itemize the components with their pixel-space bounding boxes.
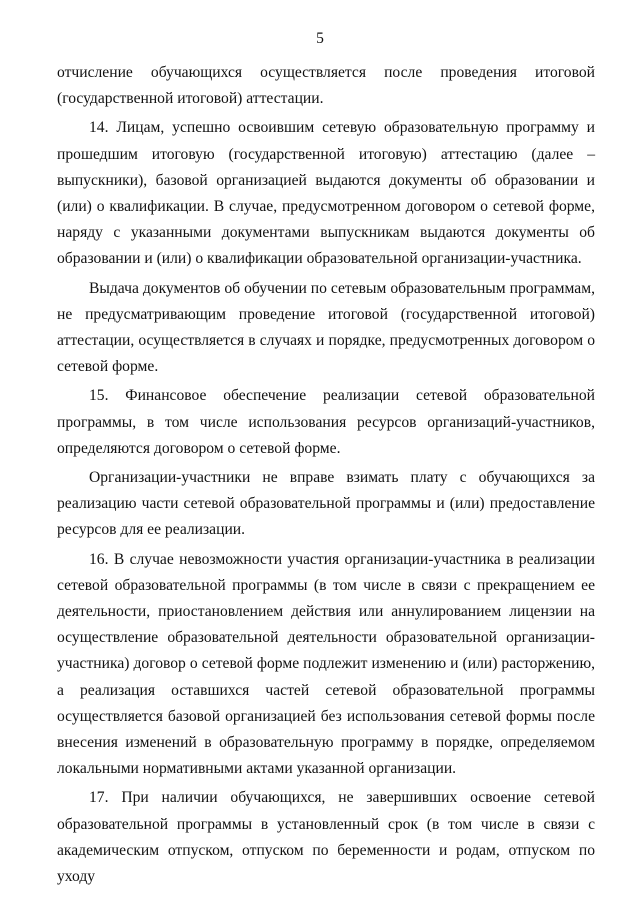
paragraph-item-16: 16. В случае невозможности участия организации-участника в реализации сетевой образовательной программы (в том числе в связи с прекращением ее деятельности, приостановлением действия или аннулированием лицензии на осуществление образовательной деятельности образовательной организации-участника) договор о сетевой форме подлежит изменению и (или) расторжению, а реализация оставшихся частей сетевой образовательной программы осуществляется базовой организацией без использования сетевой формы после внесения изменений в образовательную программу в порядке, определяемом локальными нормативными актами указанной организации. [57,550,595,778]
paragraph-item-15-fees: Организации-участники не вправе взимать плату с обучающихся за реализацию части сетевой образовательной программы и (или) предоставление ресурсов для ее реализации. [57,469,595,539]
paragraph-item-14-documents: Выдача документов об обучении по сетевым образовательным программам, не предусматривающим проведение итоговой (государственной итоговой) аттестации, осуществляется в случаях и порядке, предусмотренных договором о сетевой форме. [57,279,595,376]
paragraph-item-17: 17. При наличии обучающихся, не завершивших освоение сетевой образовательной программы в установленный срок (в том числе в связи с академическим отпуском, отпуском по беременности и родам, отпуском по уходу [57,789,595,886]
paragraph-continuation: отчисление обучающихся осуществляется после проведения итоговой (государственной итоговой) аттестации. [57,64,595,108]
paragraph-item-14: 14. Лицам, успешно освоившим сетевую образовательную программу и прошедшим итоговую (государственной итоговую) аттестацию (далее – выпускники), базовой организацией выдаются документы об образовании и (или) о квалификации. В случае, предусмотренном договором о сетевой форме, наряду с указанными документами выпускникам выдаются документы об образовании и (или) о квалификации образовательной организации-участника. [57,119,595,268]
paragraph-item-15: 15. Финансовое обеспечение реализации сетевой образовательной программы, в том числе использования ресурсов организаций-участников, определяются договором о сетевой форме. [57,387,595,457]
page-number: 5 [316,30,324,47]
document-body [57,60,595,893]
